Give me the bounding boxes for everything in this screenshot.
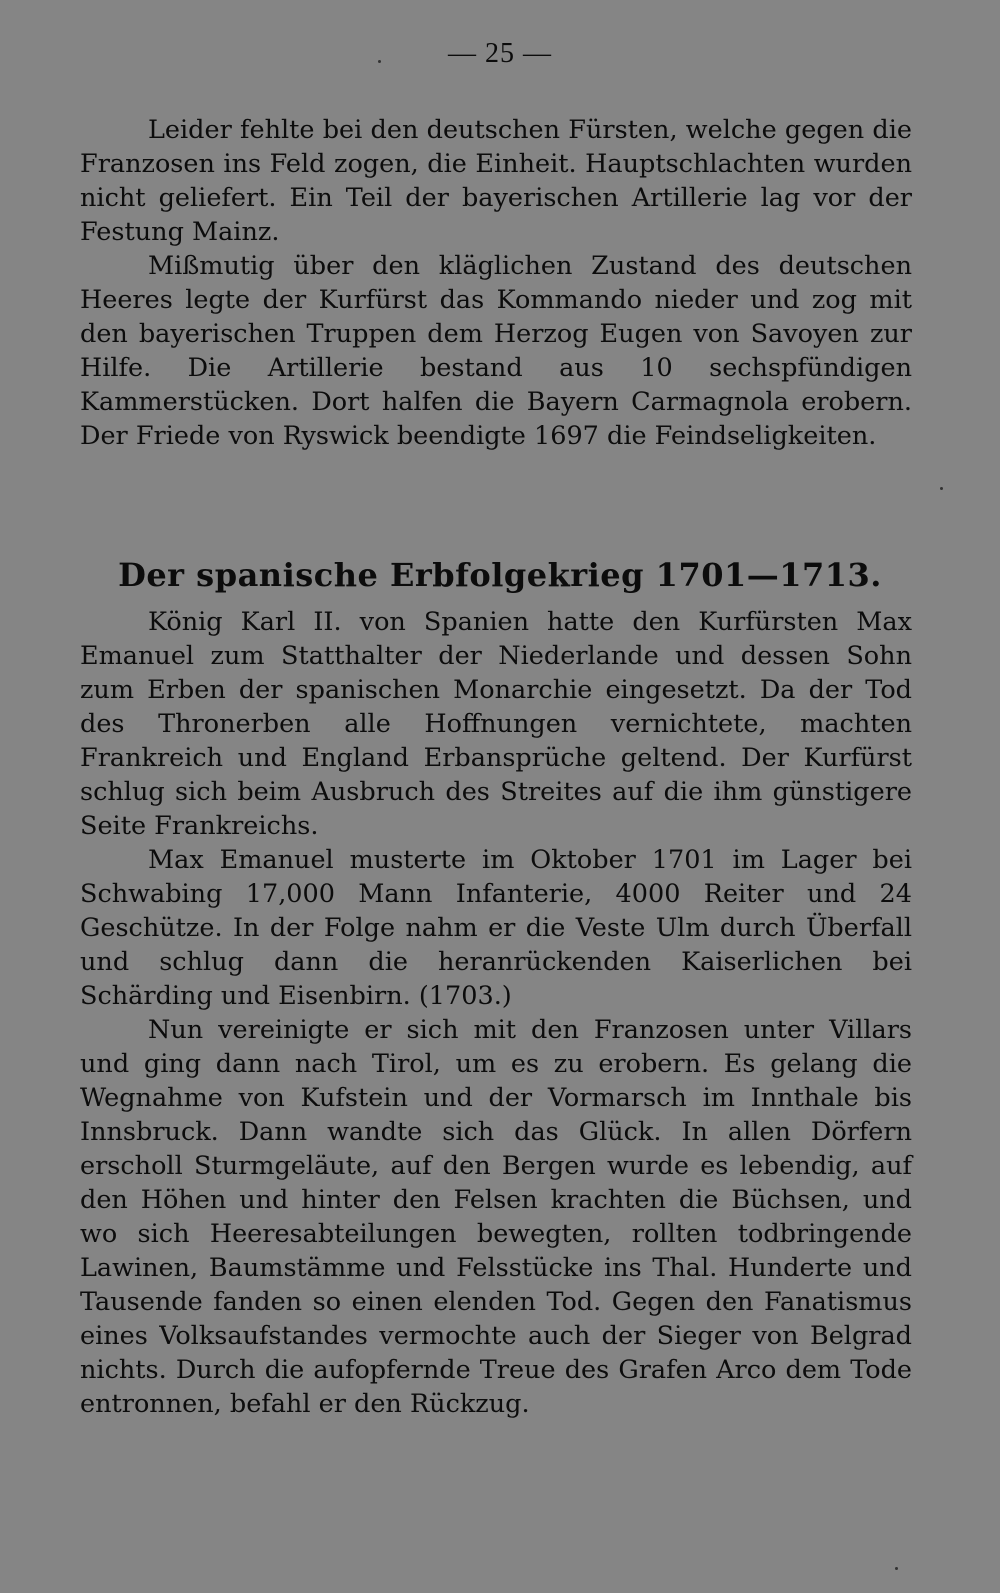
text-block-top [80,113,912,453]
paragraph: Leider fehlte bei den deutschen Fürsten, welche gegen die Franzosen ins Feld zogen, die Einheit. Hauptschlachten wurden nicht geliefert. Ein Teil der bayerischen Artillerie lag vor der Festung Mainz. [80,115,912,247]
paragraph: Nun vereinigte er sich mit den Franzosen unter Villars und ging dann nach Tirol, um es zu erobern. Es gelang die Wegnahme von Kufstein und der Vormarsch im Innthale bis Innsbruck. Dann wandte sich das Glück. In allen Dörfern erscholl Sturmgeläute, auf den Bergen wurde es lebendig, auf den Höhen und hinter den Felsen krachten die Büchsen, und wo sich Heeresabteilungen bewegten, rollten todbringende Lawinen, Baumstämme und Felsstücke ins Thal. Hunderte und Tausende fanden so einen elenden Tod. Gegen den Fanatismus eines Volksaufstandes vermochte auch der Sieger von Belgrad nichts. Durch die aufopfernde Treue des Grafen Arco dem Tode entronnen, befahl er den Rückzug. [80,1015,912,1419]
page-number: — 25 — [448,38,552,69]
print-speck [378,60,381,63]
section-heading: Der spanische Erbfolgekrieg 1701—1713. [118,556,882,594]
text-block-bottom [80,605,912,1421]
paragraph: Max Emanuel musterte im Oktober 1701 im Lager bei Schwabing 17,000 Mann Infanterie, 4000 Reiter und 24 Geschütze. In der Folge nahm er die Veste Ulm durch Überfall und schlug dann die heranrückenden Kaiserlichen bei Schärding und Eisenbirn. (1703.) [80,845,912,1011]
paragraph: König Karl II. von Spanien hatte den Kurfürsten Max Emanuel zum Statthalter der Niederlande und dessen Sohn zum Erben der spanischen Monarchie eingesetzt. Da der Tod des Thronerben alle Hoffnungen vernichtete, machten Frankreich und England Erbansprüche geltend. Der Kurfürst schlug sich beim Ausbruch des Streites auf die ihm günstigere Seite Frankreichs. [80,607,912,841]
print-speck [940,487,943,490]
paragraph: Mißmutig über den kläglichen Zustand des deutschen Heeres legte der Kurfürst das Kommando nieder und zog mit den bayerischen Truppen dem Herzog Eugen von Savoyen zur Hilfe. Die Artillerie bestand aus 10 sechspfündigen Kammerstücken. Dort halfen die Bayern Carmagnola erobern. Der Friede von Ryswick beendigte 1697 die Feindseligkeiten. [80,251,912,451]
print-speck [895,1567,898,1570]
